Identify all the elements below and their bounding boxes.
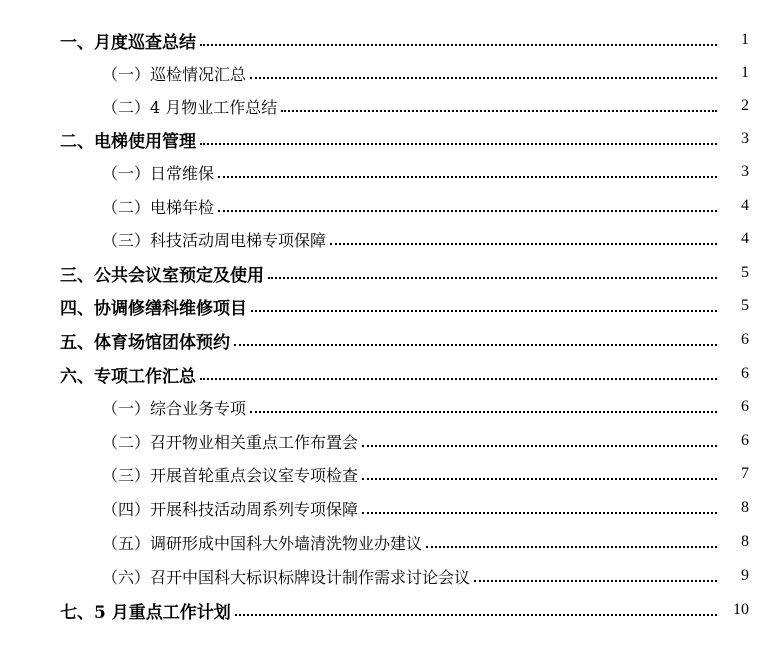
- toc-entry[interactable]: [0, 191, 779, 221]
- toc-entry[interactable]: [0, 124, 779, 154]
- toc-page-number: 1: [741, 31, 749, 48]
- toc-entry-title: （六）召开中国科大标识标牌设计制作需求讨论会议: [102, 567, 471, 587]
- toc-entry[interactable]: [0, 561, 779, 591]
- toc-entry[interactable]: [0, 258, 779, 288]
- dot-leader: [250, 411, 717, 413]
- toc-entry[interactable]: [0, 595, 779, 625]
- toc-entry[interactable]: [0, 25, 779, 55]
- toc-entry-title: （一）巡检情况汇总: [102, 64, 247, 84]
- toc-entry-title: （三）科技活动周电梯专项保障: [102, 230, 327, 250]
- toc-page-number: 4: [741, 230, 749, 247]
- toc-entry[interactable]: [0, 359, 779, 389]
- toc-entry-title: （二）召开物业相关重点工作布置会: [102, 432, 359, 452]
- dot-leader: [251, 310, 717, 312]
- dot-leader: [250, 77, 717, 79]
- toc-page-number: 3: [741, 130, 749, 147]
- toc-page-number: 10: [733, 601, 749, 618]
- toc-entry-title: 四、协调修缮科维修项目: [60, 298, 247, 319]
- toc-entry[interactable]: [0, 459, 779, 489]
- toc-page-number: 6: [741, 432, 749, 449]
- dot-leader: [218, 176, 717, 178]
- dot-leader: [200, 143, 717, 145]
- toc-entry[interactable]: [0, 91, 779, 121]
- toc-entry-title: （一）日常维保: [102, 163, 215, 183]
- toc-page-number: 6: [741, 398, 749, 415]
- dot-leader: [218, 210, 717, 212]
- toc-entry-title: （五）调研形成中国科大外墙清洗物业办建议: [102, 533, 423, 553]
- toc-entry[interactable]: [0, 493, 779, 523]
- toc-entry-title: 二、电梯使用管理: [60, 131, 196, 152]
- toc-page-number: 8: [741, 533, 749, 550]
- toc-page-number: 3: [741, 163, 749, 180]
- toc-page-number: 4: [741, 197, 749, 214]
- toc-entry-title: （一）综合业务专项: [102, 398, 247, 418]
- toc-entry-title: 六、专项工作汇总: [60, 366, 196, 387]
- dot-leader: [234, 344, 717, 346]
- dot-leader: [362, 445, 717, 447]
- toc-entry-title: 一、月度巡查总结: [60, 32, 196, 53]
- toc-page-number: 2: [741, 97, 749, 114]
- dot-leader: [200, 44, 717, 46]
- toc-entry[interactable]: [0, 58, 779, 88]
- toc-page-number: 9: [741, 567, 749, 584]
- toc-entry-title: （二）电梯年检: [102, 197, 215, 217]
- toc-entry-title: （二）4 月物业工作总结: [102, 97, 278, 117]
- toc-entry-title: （四）开展科技活动周系列专项保障: [102, 499, 359, 519]
- toc-entry[interactable]: [0, 291, 779, 321]
- toc-page-number: 1: [741, 64, 749, 81]
- toc-entry-title: 三、公共会议室预定及使用: [60, 265, 264, 286]
- toc-entry[interactable]: [0, 325, 779, 355]
- dot-leader: [268, 277, 717, 279]
- dot-leader: [235, 614, 717, 616]
- toc-page-number: 6: [741, 331, 749, 348]
- toc-entry[interactable]: [0, 392, 779, 422]
- dot-leader: [200, 378, 717, 380]
- toc-entry-title: （三）开展首轮重点会议室专项检查: [102, 465, 359, 485]
- dot-leader: [362, 478, 717, 480]
- toc-entry[interactable]: [0, 157, 779, 187]
- toc-page-number: 7: [741, 465, 749, 482]
- dot-leader: [281, 110, 717, 112]
- toc-entry[interactable]: [0, 426, 779, 456]
- dot-leader: [426, 546, 717, 548]
- toc-entry[interactable]: [0, 224, 779, 254]
- toc-page-number: 8: [741, 499, 749, 516]
- dot-leader: [474, 580, 717, 582]
- dot-leader: [362, 512, 717, 514]
- toc-entry-title: 七、5 月重点工作计划: [60, 602, 231, 623]
- toc-page-number: 5: [741, 264, 749, 281]
- toc-entry-title: 五、体育场馆团体预约: [60, 332, 230, 353]
- toc-page-number: 5: [741, 297, 749, 314]
- dot-leader: [330, 243, 717, 245]
- toc-entry[interactable]: [0, 527, 779, 557]
- toc-page-number: 6: [741, 365, 749, 382]
